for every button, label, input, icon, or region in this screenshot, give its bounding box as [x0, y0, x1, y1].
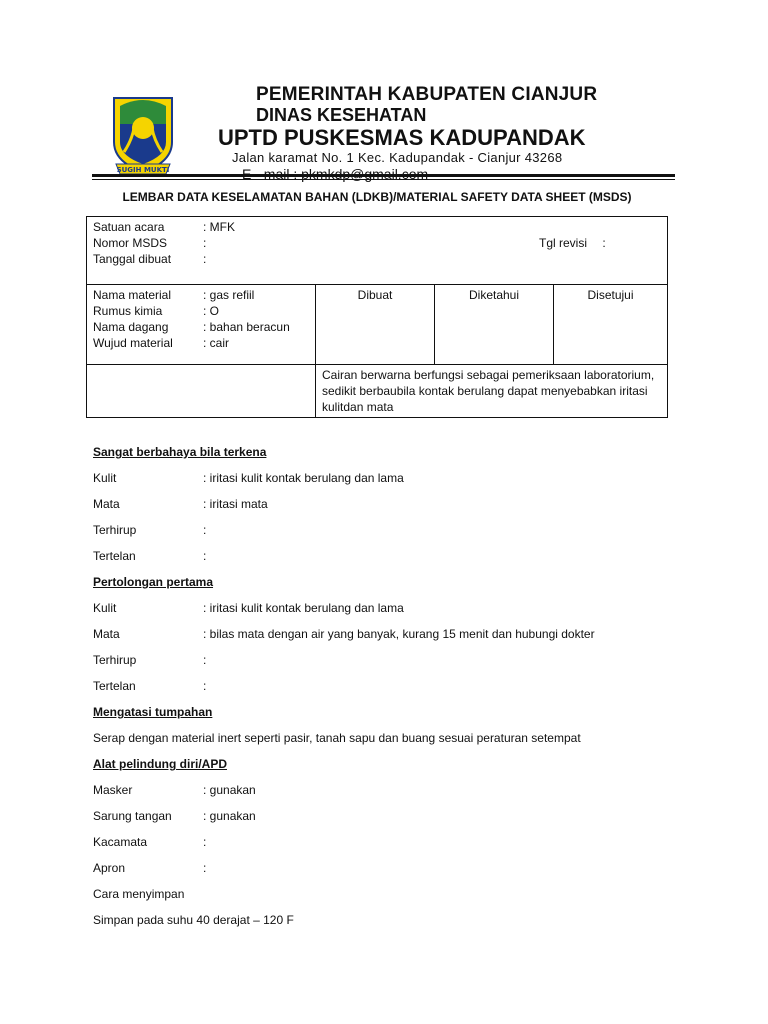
unit-name: UPTD PUSKESMAS KADUPANDAK	[218, 125, 586, 150]
first-aid-row: Terhirup :	[93, 653, 207, 667]
first-aid-row: Mata : bilas mata dengan air yang banyak, kurang 15 menit dan hubungi dokter	[93, 627, 595, 641]
hazard-row: Terhirup :	[93, 523, 207, 537]
letterhead-rule-thick	[92, 174, 675, 177]
document-title: LEMBAR DATA KESELAMATAN BAHAN (LDKB)/MATERIAL SAFETY DATA SHEET (MSDS)	[122, 190, 632, 204]
first-aid-heading: Pertolongan pertama	[93, 575, 214, 589]
hazard-row: Kulit : iritasi kulit kontak berulang dan lama	[93, 471, 404, 485]
ppe-row: Masker : gunakan	[93, 783, 256, 797]
field-row: Nama material : gas refiil	[93, 288, 255, 302]
msds-table	[86, 216, 668, 418]
empty-cell	[87, 365, 316, 418]
storage-heading: Cara menyimpan	[93, 887, 185, 901]
first-aid-row: Kulit : iritasi kulit kontak berulang dan lama	[93, 601, 404, 615]
department-name: DINAS KESEHATAN	[256, 105, 427, 125]
spill-heading: Mengatasi tumpahan	[93, 705, 213, 719]
field-row: Wujud material : cair	[93, 336, 230, 350]
spill-text: Serap dengan material inert seperti pasir, tanah sapu dan buang sesuai peraturan setempat	[93, 731, 581, 745]
approval-dibuat: Dibuat	[316, 285, 435, 365]
svg-text:SUGIH MUKTI: SUGIH MUKTI	[116, 166, 170, 174]
storage-text: Simpan pada suhu 40 derajat – 120 F	[93, 913, 294, 927]
letterhead-text	[218, 84, 672, 182]
approval-disetujui: Disetujui	[554, 285, 668, 365]
hazard-heading: Sangat berbahaya bila terkena	[93, 445, 267, 459]
material-fields-cell	[87, 285, 316, 365]
letterhead-rule-thin	[92, 179, 675, 180]
description-cell: Cairan berwarna berfungsi sebagai pemeriksaan laboratorium, sedikit berbaubila kontak berulang dapat menyebabkan iritasi kulitdan mata	[316, 365, 668, 418]
field-row: Nomor MSDS :	[93, 236, 207, 250]
hazard-row: Tertelan :	[93, 549, 207, 563]
letterhead	[92, 80, 675, 180]
field-row: Rumus kimia : O	[93, 304, 220, 318]
tgl-revisi: Tgl revisi :	[539, 236, 606, 250]
header-fields-cell	[87, 217, 668, 285]
ppe-row: Sarung tangan : gunakan	[93, 809, 256, 823]
ppe-row: Apron :	[93, 861, 207, 875]
government-name: PEMERINTAH KABUPATEN CIANJUR	[256, 84, 598, 105]
first-aid-row: Tertelan :	[93, 679, 207, 693]
hazard-row: Mata : iritasi mata	[93, 497, 268, 511]
field-row: Satuan acara : MFK	[93, 220, 235, 234]
field-row: Nama dagang : bahan beracun	[93, 320, 290, 334]
ppe-heading: Alat pelindung diri/APD	[93, 757, 227, 771]
approval-diketahui: Diketahui	[435, 285, 554, 365]
content	[93, 444, 693, 938]
ppe-row: Kacamata :	[93, 835, 207, 849]
cianjur-emblem-logo	[110, 92, 176, 178]
address: Jalan karamat No. 1 Kec. Kadupandak - Cianjur 43268	[232, 150, 563, 165]
field-row: Tanggal dibuat :	[93, 252, 207, 266]
